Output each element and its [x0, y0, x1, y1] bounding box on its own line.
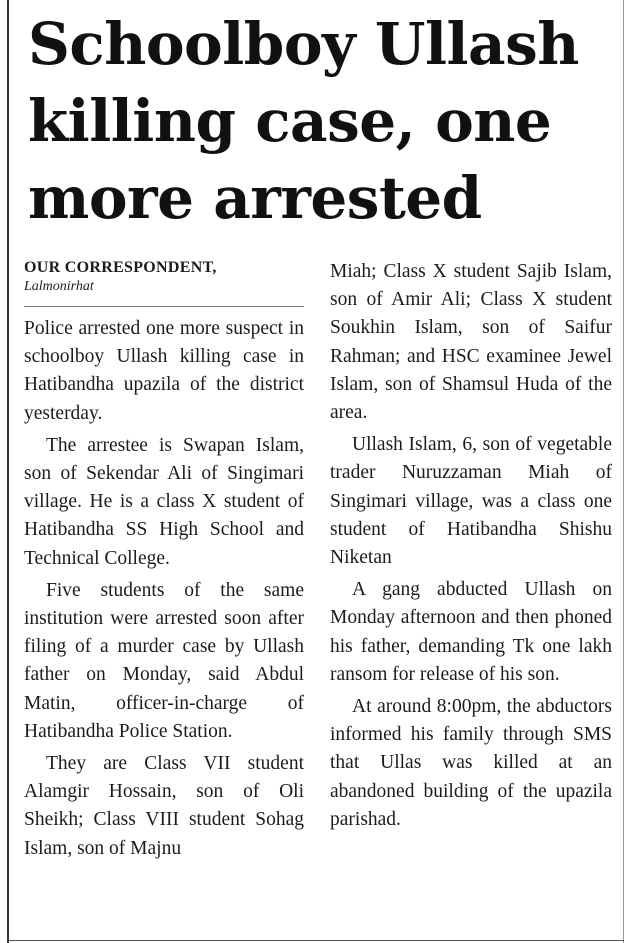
bottom-rule	[7, 940, 624, 941]
paragraph: The arrestee is Swapan Islam, son of Sekendar Ali of Singimari village. He is a class X student of Hatibandha SS High School and Technical College.	[24, 434, 304, 569]
column-rule-left	[7, 0, 9, 943]
paragraph: At around 8:00pm, the abductors informed his family through SMS that Ullas was killed at an abandoned building of the upazila parishad.	[330, 696, 612, 830]
paragraph: Police arrested one more suspect in schoolboy Ullash killing case in Hatibandha upazila of the district yesterday.	[24, 318, 304, 424]
paragraph: A gang abducted Ullash on Monday afternoon and then phoned his father, demanding Tk one lakh ransom for release of his son.	[330, 579, 612, 685]
byline: OUR CORRESPONDENT,	[24, 259, 217, 276]
byline-divider	[24, 306, 304, 307]
paragraph: They are Class VII student Alamgir Hossain, son of Oli Sheikh; Class VIII student Sohag Islam, son of Majnu	[24, 753, 304, 859]
article-column-1	[24, 258, 304, 867]
article-column-2	[330, 258, 612, 838]
byline-location: Lalmonirhat	[24, 279, 94, 294]
paragraph: Five students of the same institution were arrested soon after filing of a murder case by Ullash father on Monday, said Abdul Matin, officer-in-charge of Hatibandha Police Station.	[24, 579, 304, 742]
paragraph: Miah; Class X student Sajib Islam, son of Amir Ali; Class X student Soukhin Islam, son of Saifur Rahman; and HSC examinee Jewel Islam, son of Shamsul Huda of the area.	[330, 261, 612, 424]
headline: Schoolboy Ullash killing case, one more arrested	[28, 10, 579, 232]
paragraph: Ullash Islam, 6, son of vegetable trader Nuruzzaman Miah of Singimari village, was a class one student of Hatibandha Shishu Niketan	[330, 434, 612, 569]
